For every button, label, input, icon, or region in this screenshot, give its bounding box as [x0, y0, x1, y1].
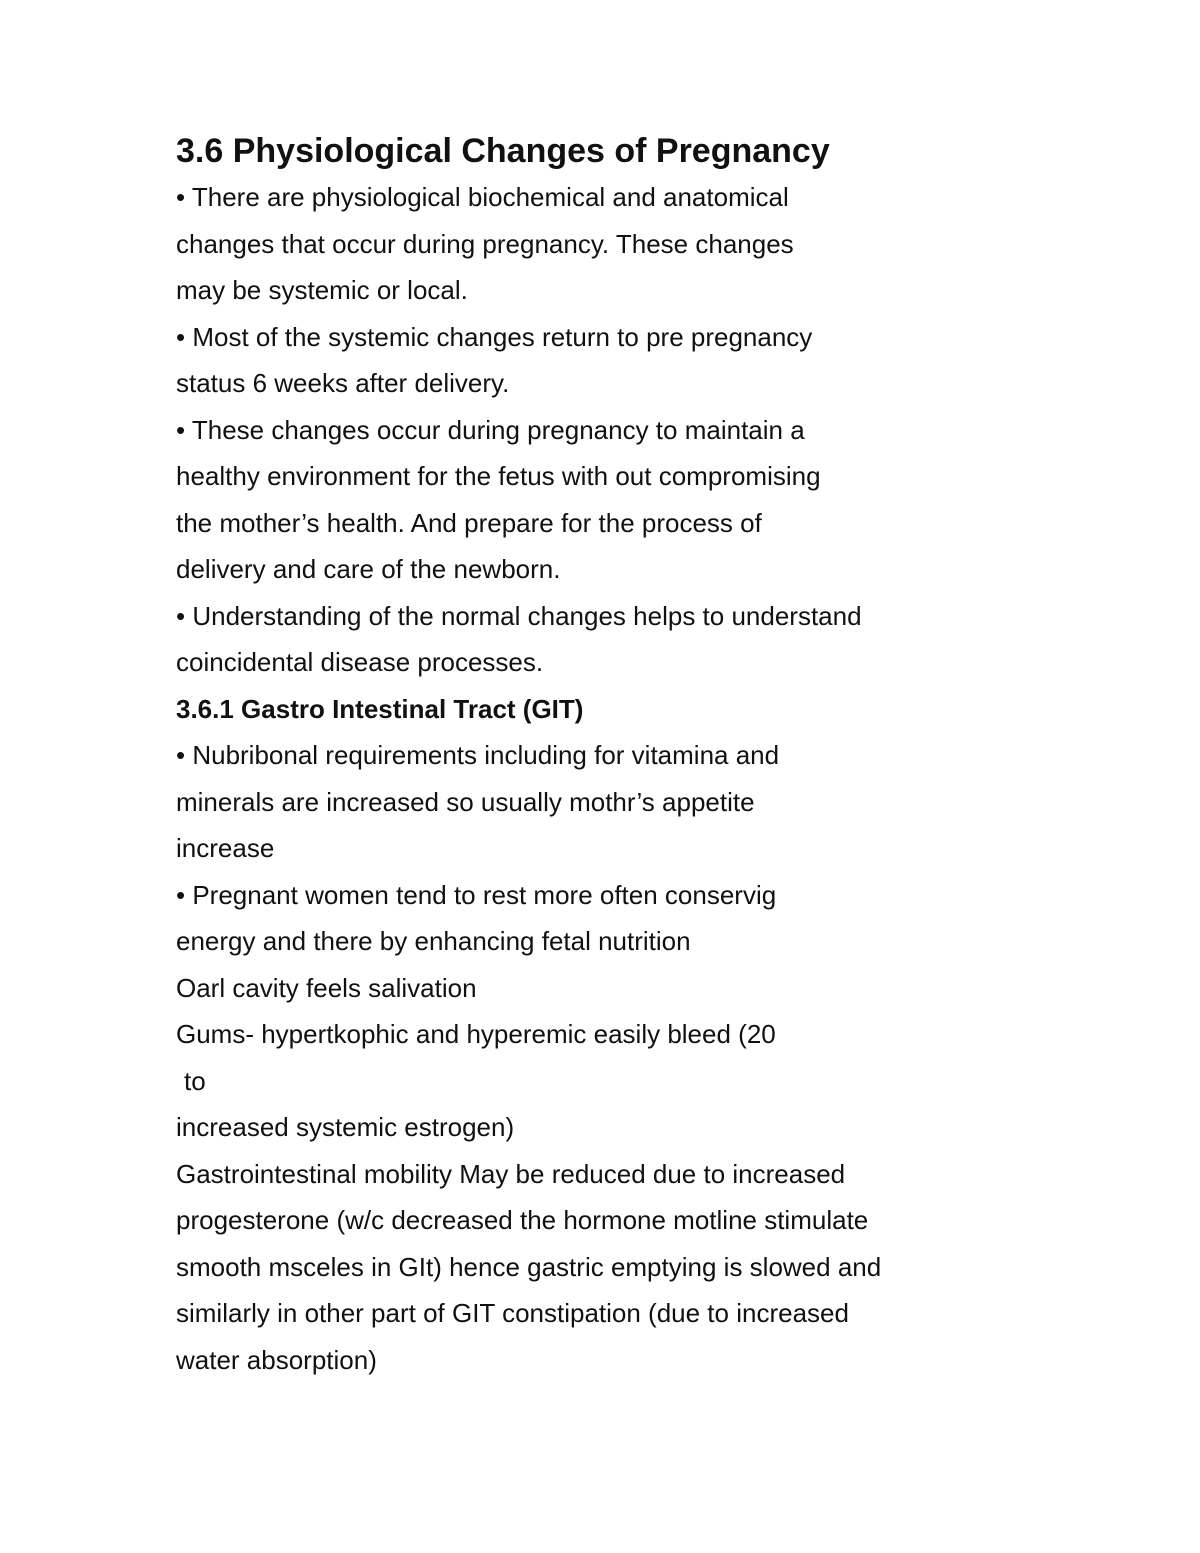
section-line: energy and there by enhancing fetal nutrition	[176, 926, 691, 956]
section-line: Oarl cavity feels salivation	[176, 972, 477, 1003]
document-page	[176, 128, 1136, 1383]
body-line: • Understanding of the normal changes helps to understand	[176, 600, 862, 631]
body-line: the mother’s health. And prepare for the process of	[176, 507, 762, 538]
body-line: status 6 weeks after delivery.	[176, 368, 510, 398]
section-line: water absorption)	[176, 1344, 377, 1375]
body-line: healthy environment for the fetus with out compromising	[176, 461, 821, 491]
section-line: similarly in other part of GIT constipation (due to increased	[176, 1298, 849, 1328]
section-line: to	[184, 1065, 206, 1096]
section-line: • Nubribonal requirements including for vitamina and	[176, 740, 780, 770]
section-heading: 3.6.1 Gastro Intestinal Tract (GIT)	[176, 693, 584, 724]
section-line: increased systemic estrogen)	[176, 1112, 515, 1142]
section-line: • Pregnant women tend to rest more often conservig	[176, 879, 777, 910]
section-line: Gastrointestinal mobility May be reduced due to increased	[176, 1158, 846, 1189]
body-line: may be systemic or local.	[176, 275, 468, 305]
section-line: progesterone (w/c decreased the hormone motline stimulate	[176, 1205, 869, 1235]
section-line: increase	[176, 833, 275, 863]
body-line: • These changes occur during pregnancy to maintain a	[176, 414, 805, 445]
body-line: delivery and care of the newborn.	[176, 554, 561, 584]
body-line: coincidental disease processes.	[176, 647, 544, 677]
body-line: • There are physiological biochemical and anatomical	[176, 182, 789, 212]
body-line: changes that occur during pregnancy. These changes	[176, 228, 794, 259]
section-line: minerals are increased so usually mothr’s appetite	[176, 786, 755, 817]
section-line: Gums- hypertkophic and hyperemic easily bleed (20	[176, 1019, 776, 1049]
body-line: • Most of the systemic changes return to pre pregnancy	[176, 321, 813, 352]
page-title: 3.6 Physiological Changes of Pregnancy	[176, 132, 830, 170]
section-line: smooth msceles in GIt) hence gastric emptying is slowed and	[176, 1251, 882, 1282]
